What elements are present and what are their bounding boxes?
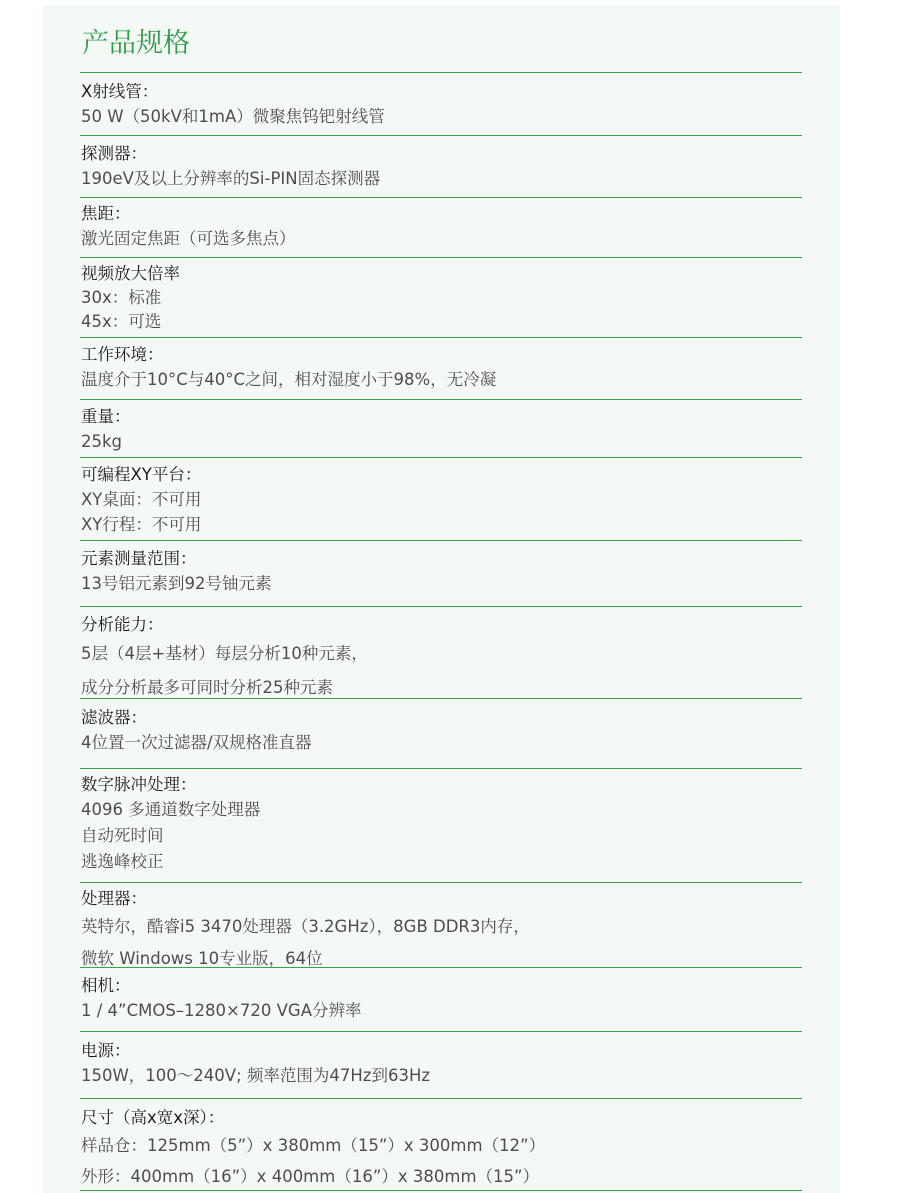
spec-divider: [80, 882, 802, 883]
spec-value-line: XY桌面：不可用: [81, 490, 202, 509]
spec-label: 分析能力：: [81, 615, 164, 634]
spec-divider: [80, 197, 802, 198]
spec-divider: [80, 257, 802, 258]
spec-label: 工作环境：: [81, 345, 164, 364]
spec-value-line: 190eV及以上分辨率的Si-PIN固态探测器: [81, 169, 381, 188]
spec-divider: [80, 1031, 802, 1032]
spec-divider: [80, 606, 802, 607]
spec-item: [81, 1105, 801, 1192]
spec-item: [81, 141, 801, 191]
spec-value-line: 13号铝元素到92号铀元素: [81, 574, 272, 593]
spec-item: [81, 772, 801, 875]
spec-value-line: 自动死时间: [81, 826, 164, 845]
spec-value-line: 45x：可选: [81, 312, 162, 331]
spec-divider: [80, 768, 802, 769]
spec-value-line: 5层（4层+基材）每层分析10种元素，: [81, 644, 368, 663]
spec-value-line: 外形：400mm（16”）x 400mm（16”）x 380mm（15”）: [81, 1167, 540, 1186]
spec-label: 数字脉冲处理：: [81, 775, 197, 794]
spec-item: [81, 973, 801, 1023]
spec-label: 处理器：: [81, 889, 147, 908]
spec-value-line: 4096 多通道数字处理器: [81, 800, 261, 819]
spec-value-line: 25kg: [81, 432, 123, 451]
spec-label: 相机：: [81, 976, 131, 995]
spec-item: [81, 201, 801, 251]
spec-label: 可编程XY平台：: [81, 465, 202, 484]
spec-label: 元素测量范围：: [81, 549, 197, 568]
spec-value-line: 样品仓：125mm（5”）x 380mm（15”）x 300mm（12”）: [81, 1136, 546, 1155]
spec-label: 电源：: [81, 1041, 131, 1060]
spec-value-line: 英特尔，酷睿i5 3470处理器（3.2GHz），8GB DDR3内存，: [81, 917, 530, 936]
spec-item: [81, 342, 801, 392]
spec-divider: [80, 135, 802, 136]
spec-label: 重量：: [81, 407, 131, 426]
spec-value-line: 成分分析最多可同时分析25种元素: [81, 678, 333, 697]
spec-item: [81, 705, 801, 755]
spec-value-line: 激光固定焦距（可选多焦点）: [81, 229, 296, 248]
spec-divider: [80, 540, 802, 541]
spec-label: 滤波器：: [81, 708, 147, 727]
spec-value-line: 逃逸峰校正: [81, 852, 164, 871]
spec-item: [81, 1038, 801, 1088]
spec-item: [81, 79, 801, 129]
spec-label: X射线管：: [81, 82, 159, 101]
page-title: 产品规格: [82, 28, 190, 59]
spec-divider: [80, 337, 802, 338]
spec-label: 探测器：: [81, 144, 147, 163]
spec-divider: [80, 1190, 802, 1191]
spec-item: [81, 546, 801, 596]
spec-item: [81, 462, 801, 537]
spec-value-line: 1 / 4”CMOS–1280×720 VGA分辨率: [81, 1001, 362, 1020]
spec-divider: [80, 1098, 802, 1099]
spec-divider: [80, 698, 802, 699]
spec-divider: [80, 399, 802, 400]
spec-value-line: 30x：标准: [81, 288, 162, 307]
spec-value-line: 微软 Windows 10专业版，64位: [81, 949, 323, 968]
spec-item: [81, 261, 801, 334]
spec-item: [81, 404, 801, 454]
spec-label: 焦距：: [81, 204, 131, 223]
spec-value-line: 150W，100～240V; 频率范围为47Hz到63Hz: [81, 1066, 431, 1085]
spec-item: [81, 612, 801, 705]
spec-divider: [80, 457, 802, 458]
spec-divider: [80, 967, 802, 968]
spec-value-line: 温度介于10°C与40°C之间，相对湿度小于98%，无冷凝: [81, 370, 497, 389]
spec-label: 尺寸（高x宽x深）：: [81, 1108, 225, 1127]
spec-value-line: 50 W（50kV和1mA）微聚焦钨钯射线管: [81, 107, 385, 126]
spec-item: [81, 886, 801, 975]
spec-label: 视频放大倍率: [81, 264, 180, 283]
spec-value-line: 4位置一次过滤器/双规格准直器: [81, 733, 312, 752]
spec-value-line: XY行程：不可用: [81, 515, 202, 534]
